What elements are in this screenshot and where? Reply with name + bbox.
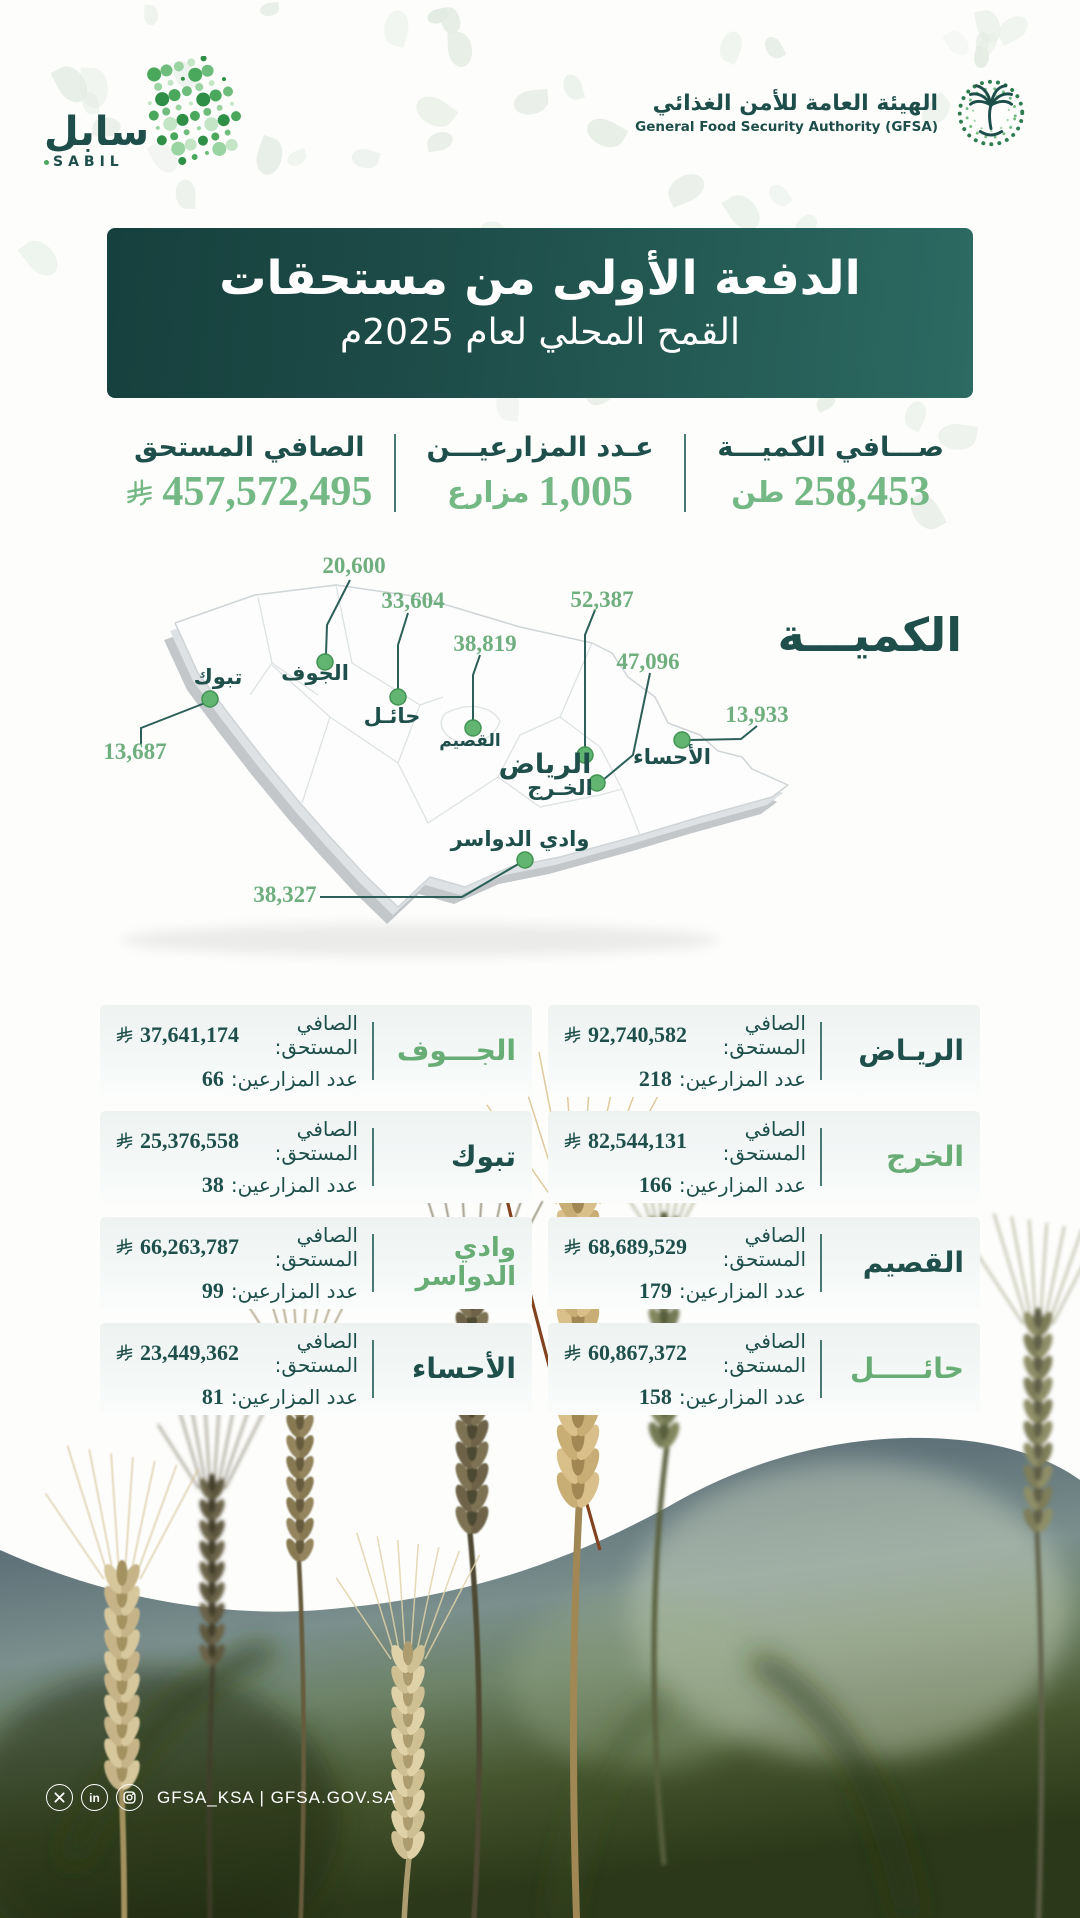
map-value-riyadh: 52,387 — [570, 587, 634, 612]
divider — [372, 1128, 374, 1186]
divider — [820, 1128, 822, 1186]
map-label-kharj: الخـرج — [527, 776, 593, 800]
x-icon — [46, 1784, 73, 1811]
table-row-ahsa — [100, 1323, 532, 1415]
map-label-tabuk: تبوك — [193, 665, 243, 689]
leaf-icon — [762, 33, 786, 61]
region-name: الخرج — [886, 1139, 964, 1173]
sabil-bullet-icon — [44, 160, 49, 165]
leaf-icon — [260, 2, 280, 17]
regions-table — [100, 1005, 980, 1415]
title-line-1: الدفعة الأولى من مستحقات — [219, 251, 861, 306]
table-row-qassim — [548, 1217, 980, 1309]
stat-value: 457,572,495 — [162, 469, 373, 515]
map-section-title: الكميـــة — [777, 608, 962, 662]
stat-farmers-count — [396, 432, 685, 513]
map-value-kharj: 47,096 — [616, 649, 680, 674]
farmers-line: عدد المزارعين: 179 — [638, 1277, 806, 1303]
region-name: تبوك — [450, 1139, 516, 1173]
leaf-icon — [144, 4, 159, 24]
stat-label: عـدد المزارعيـــن — [426, 432, 654, 463]
map-value-jouf: 20,600 — [322, 553, 386, 578]
instagram-icon — [116, 1784, 143, 1811]
stat-net-due — [105, 432, 394, 513]
region-name: وادي الدواسر — [415, 1233, 516, 1292]
sabil-name-latin: SABIL — [53, 154, 124, 170]
leaf-icon — [664, 170, 709, 208]
stat-unit: طن — [731, 475, 785, 509]
net-due-line: الصافي المستحق: 92,740,582 — [564, 1011, 806, 1059]
title-line-2: القمح المحلي لعام 2025م — [339, 312, 741, 354]
riyal-symbol-icon — [564, 1132, 581, 1149]
map-label-riyadh: الرياض — [498, 749, 592, 780]
marker-tabuk — [202, 691, 218, 707]
leaf-icon — [175, 179, 196, 208]
map-value-hail: 33,604 — [381, 588, 445, 613]
net-due-line: الصافي المستحق: 25,376,558 — [116, 1117, 358, 1165]
riyal-symbol-icon — [564, 1344, 581, 1361]
divider — [372, 1234, 374, 1292]
net-due-line: الصافي المستحق: 68,689,529 — [564, 1223, 806, 1271]
farmers-line: عدد المزارعين: 66 — [201, 1065, 358, 1091]
leaf-icon — [380, 8, 413, 48]
stat-label: صـــافي الكميـــة — [717, 432, 944, 463]
sabil-name-arabic: سابل — [44, 109, 150, 155]
leaf-icon — [766, 180, 793, 209]
gfsa-logo — [635, 72, 1032, 154]
leaf-icon — [994, 12, 1033, 46]
table-row-tabuk — [100, 1111, 532, 1203]
map-value-tabuk: 13,687 — [103, 739, 167, 764]
stat-label: الصافي المستحق — [134, 432, 365, 463]
divider — [684, 434, 686, 512]
leaf-icon — [901, 398, 931, 432]
divider — [372, 1340, 374, 1398]
gfsa-palm-emblem-icon — [950, 72, 1032, 154]
net-due-line: الصافي المستحق: 66,263,787 — [116, 1223, 358, 1271]
social-handles: GFSA_KSA | GFSA.GOV.SA — [157, 1787, 397, 1807]
leaf-icon — [349, 145, 380, 171]
leaf-icon — [582, 112, 628, 154]
map-value-qassim: 38,819 — [453, 631, 517, 656]
riyal-symbol-icon — [116, 1132, 133, 1149]
map-label-jouf: الجوف — [281, 661, 349, 685]
divider — [820, 1340, 822, 1398]
map-shadow — [120, 924, 720, 956]
marker-wadi — [517, 852, 533, 868]
map-label-wadi: وادي الدواسر — [450, 827, 590, 851]
title-banner — [107, 228, 973, 398]
farmers-line: عدد المزارعين: 38 — [201, 1171, 358, 1197]
leaf-icon — [715, 28, 747, 65]
farmers-line: عدد المزارعين: 166 — [638, 1171, 806, 1197]
stat-unit: مزارع — [447, 475, 530, 509]
riyal-symbol-icon — [116, 1344, 133, 1361]
divider — [820, 1234, 822, 1292]
region-name: الأحساء — [412, 1351, 516, 1385]
summary-stats — [105, 432, 975, 513]
stat-value: 1,005 — [538, 469, 633, 515]
leaf-icon — [447, 32, 472, 67]
table-row-kharj — [548, 1111, 980, 1203]
leaf-icon — [18, 234, 64, 282]
leaf-icon — [426, 130, 455, 153]
riyal-symbol-icon — [116, 1238, 133, 1255]
region-name: الجـــوف — [396, 1033, 516, 1067]
photo-background — [0, 1400, 1080, 1918]
riyal-symbol-icon — [116, 1026, 133, 1043]
farmers-line: عدد المزارعين: 218 — [638, 1065, 806, 1091]
riyal-symbol-icon — [564, 1238, 581, 1255]
leaf-icon — [285, 148, 309, 168]
divider — [372, 1022, 374, 1080]
net-due-line: الصافي المستحق: 82,544,131 — [564, 1117, 806, 1165]
farmers-line: عدد المزارعين: 81 — [201, 1383, 358, 1409]
map-value-ahsa: 13,933 — [725, 702, 789, 727]
leaf-icon — [512, 89, 549, 116]
region-name: الريـاض — [858, 1033, 964, 1067]
leaf-icon — [942, 27, 972, 60]
stat-value: 258,453 — [793, 469, 931, 515]
social-bar — [46, 1784, 396, 1811]
map-label-hail: حائـل — [363, 704, 421, 728]
farmers-line: عدد المزارعين: 158 — [638, 1383, 806, 1409]
sabil-logo — [44, 56, 259, 174]
region-name: حائـــــل — [849, 1351, 964, 1385]
region-name: القصيم — [862, 1245, 964, 1279]
net-due-line: الصافي المستحق: 23,449,362 — [116, 1329, 358, 1377]
gfsa-name-english: General Food Security Authority (GFSA) — [635, 119, 938, 135]
stat-net-quantity — [686, 432, 975, 513]
table-row-hail — [548, 1323, 980, 1415]
riyal-symbol-icon — [564, 1026, 581, 1043]
gfsa-name-arabic: الهيئة العامة للأمن الغذائي — [652, 91, 938, 116]
table-row-jouf — [100, 1005, 532, 1097]
table-row-riyadh — [548, 1005, 980, 1097]
marker-hail — [390, 689, 406, 705]
table-row-wadi-dawasir — [100, 1217, 532, 1309]
net-due-line: الصافي المستحق: 60,867,372 — [564, 1329, 806, 1377]
net-due-line: الصافي المستحق: 37,641,174 — [116, 1011, 358, 1059]
map-label-ahsa: الأحساء — [633, 745, 711, 769]
farmers-line: عدد المزارعين: 99 — [201, 1277, 358, 1303]
leaf-icon — [560, 73, 584, 103]
divider — [820, 1022, 822, 1080]
map-label-qassim: القصيم — [439, 731, 501, 751]
leaf-icon — [410, 90, 458, 135]
riyal-symbol-icon — [126, 479, 153, 506]
map-value-wadi: 38,327 — [253, 882, 317, 907]
linkedin-icon: in — [81, 1784, 108, 1811]
divider — [394, 434, 396, 512]
